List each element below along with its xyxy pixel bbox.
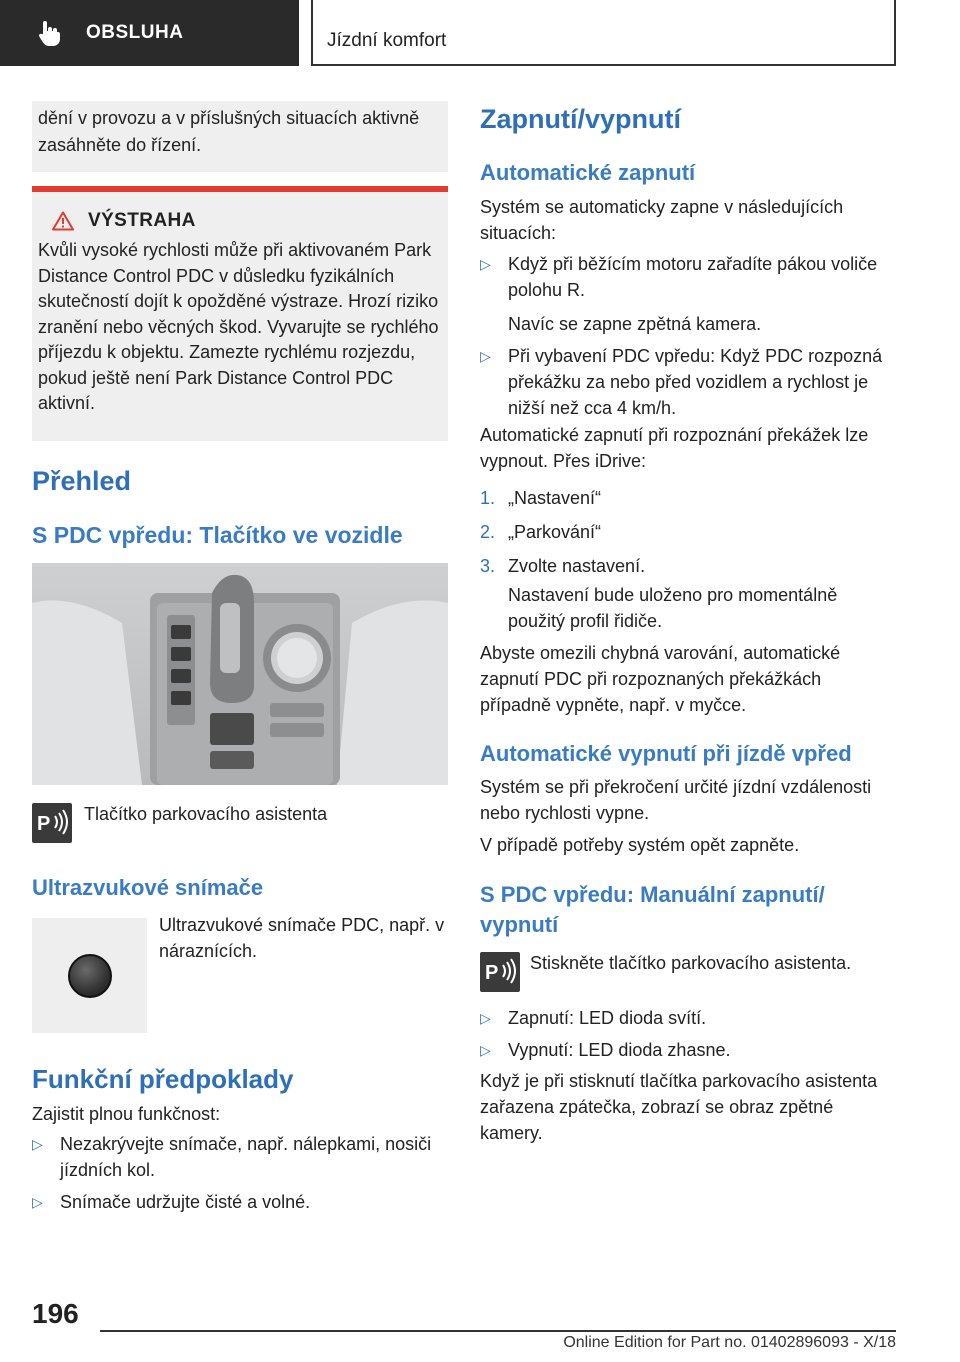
list-item-text: Když při běžícím motoru zařadíte pákou voliče polohu R. (508, 254, 878, 300)
auto-off-heading: Automatické vypnutí při jízdě vpřed (480, 741, 852, 766)
prerequisites-list (32, 1131, 452, 1221)
intro-text: dění v provozu a v příslušných situacích aktivně zasáhněte do řízení. (38, 108, 420, 155)
warning-text: Kvůli vysoké rychlosti může při aktivovaném Park Distance Control PDC v důsledku fyzikálních skutečností dojít k opožděné výstraze. Hrozí riziko zranění nebo věcných škod. Vyvarujte se rychlého příjezdu k objektu. Zamezte rychlému rozjezdu, pokud ještě není Park Distance Control PDC aktivní. (38, 240, 439, 413)
ultrasonic-sensor-image (32, 918, 147, 1033)
list-item: ▷ Nezakrývejte snímače, např. nálepkami, nosiči jízdních kol. (32, 1131, 452, 1183)
prerequisites-intro: Zajistit plnou funkčnost: (32, 1104, 221, 1124)
front-pdc-heading: S PDC vpředu: Tlačítko ve vozidle (32, 522, 403, 548)
center-console-photo (32, 563, 448, 785)
reverse-gear-text: Když je při stisknutí tlačítka parkovacího asistenta zařazena zpátečka, zobrazí se obraz zpětné kamery. (480, 1071, 878, 1143)
list-item-note: Navíc se zapne zpětná kamera. (508, 314, 762, 334)
park-assist-button-icon (480, 952, 520, 992)
footer-divider (100, 1330, 896, 1332)
edition-text: Online Edition for Part no. 01402896093 - X/18 (563, 1334, 896, 1351)
sensors-text: Ultrazvukové snímače PDC, např. v náraznících. (159, 915, 445, 961)
list-item: ▷ Vypnutí: LED dioda zhasne. (480, 1037, 898, 1063)
steps-note: Nastavení bude uloženo pro momentálně použitý profil řidiče. (508, 585, 838, 631)
svg-text:P: P (485, 962, 499, 984)
warning-box (32, 186, 448, 441)
list-item (480, 251, 898, 337)
manual-list (480, 1005, 898, 1069)
step-item (480, 519, 898, 545)
section-tab-label: OBSLUHA (86, 22, 184, 43)
auto-on-list (480, 251, 898, 427)
onoff-heading: Zapnutí/vypnutí (480, 104, 681, 134)
warning-title: VÝSTRAHA (88, 210, 196, 231)
hand-icon (34, 18, 64, 48)
false-warnings-text: Abyste omezili chybná varování, automatické zapnutí PDC při rozpoznaných překážkách případně vypněte, např. v myčce. (480, 643, 841, 715)
button-caption: Tlačítko parkovacího asistenta (84, 804, 328, 824)
section-tab[interactable] (0, 0, 299, 66)
chapter-header (311, 0, 896, 66)
overview-heading: Přehled (32, 466, 132, 496)
park-assist-button-icon (32, 803, 72, 843)
prerequisites-heading: Funkční předpoklady (32, 1064, 294, 1094)
svg-text:P: P (37, 813, 51, 835)
step-number: 1. (480, 488, 496, 508)
auto-on-heading: Automatické zapnutí (480, 160, 696, 185)
step-text: „Parkování“ (508, 522, 602, 542)
step-number: 3. (480, 556, 496, 576)
idrive-steps (480, 485, 898, 587)
manual-instruction: Stiskněte tlačítko parkovacího asistenta. (530, 953, 852, 973)
step-item (480, 485, 898, 511)
chapter-title: Jízdní komfort (327, 30, 447, 51)
step-item (480, 553, 898, 579)
list-item: ▷ Snímače udržujte čisté a volné. (32, 1189, 452, 1215)
sensors-heading: Ultrazvukové snímače (32, 875, 264, 900)
auto-on-disable-text: Automatické zapnutí při rozpoznání překážek lze vypnout. Přes iDrive: (480, 425, 869, 471)
auto-off-text-2: V případě potřeby systém opět zapněte. (480, 835, 800, 855)
step-text: „Nastavení“ (508, 488, 602, 508)
auto-on-text: Systém se automaticky zapne v následujících situacích: (480, 197, 844, 243)
warning-triangle-icon (52, 211, 74, 231)
list-item: ▷ Při vybavení PDC vpředu: Když PDC rozpozná překážku za nebo před vozidlem a rychlost je nižší než cca 4 km/h. (480, 343, 898, 421)
step-text: Zvolte nastavení. (508, 556, 646, 576)
ultrasonic-sensor-icon (68, 954, 112, 998)
intro-box (32, 101, 448, 172)
list-item: ▷ Zapnutí: LED dioda svítí. (480, 1005, 898, 1031)
step-number: 2. (480, 522, 496, 542)
page-number: 196 (32, 1298, 79, 1329)
auto-off-text: Systém se při překročení určité jízdní vzdálenosti nebo rychlosti vypne. (480, 777, 872, 823)
manual-heading: S PDC vpředu: Manuální zapnutí/ vypnutí (480, 882, 825, 937)
